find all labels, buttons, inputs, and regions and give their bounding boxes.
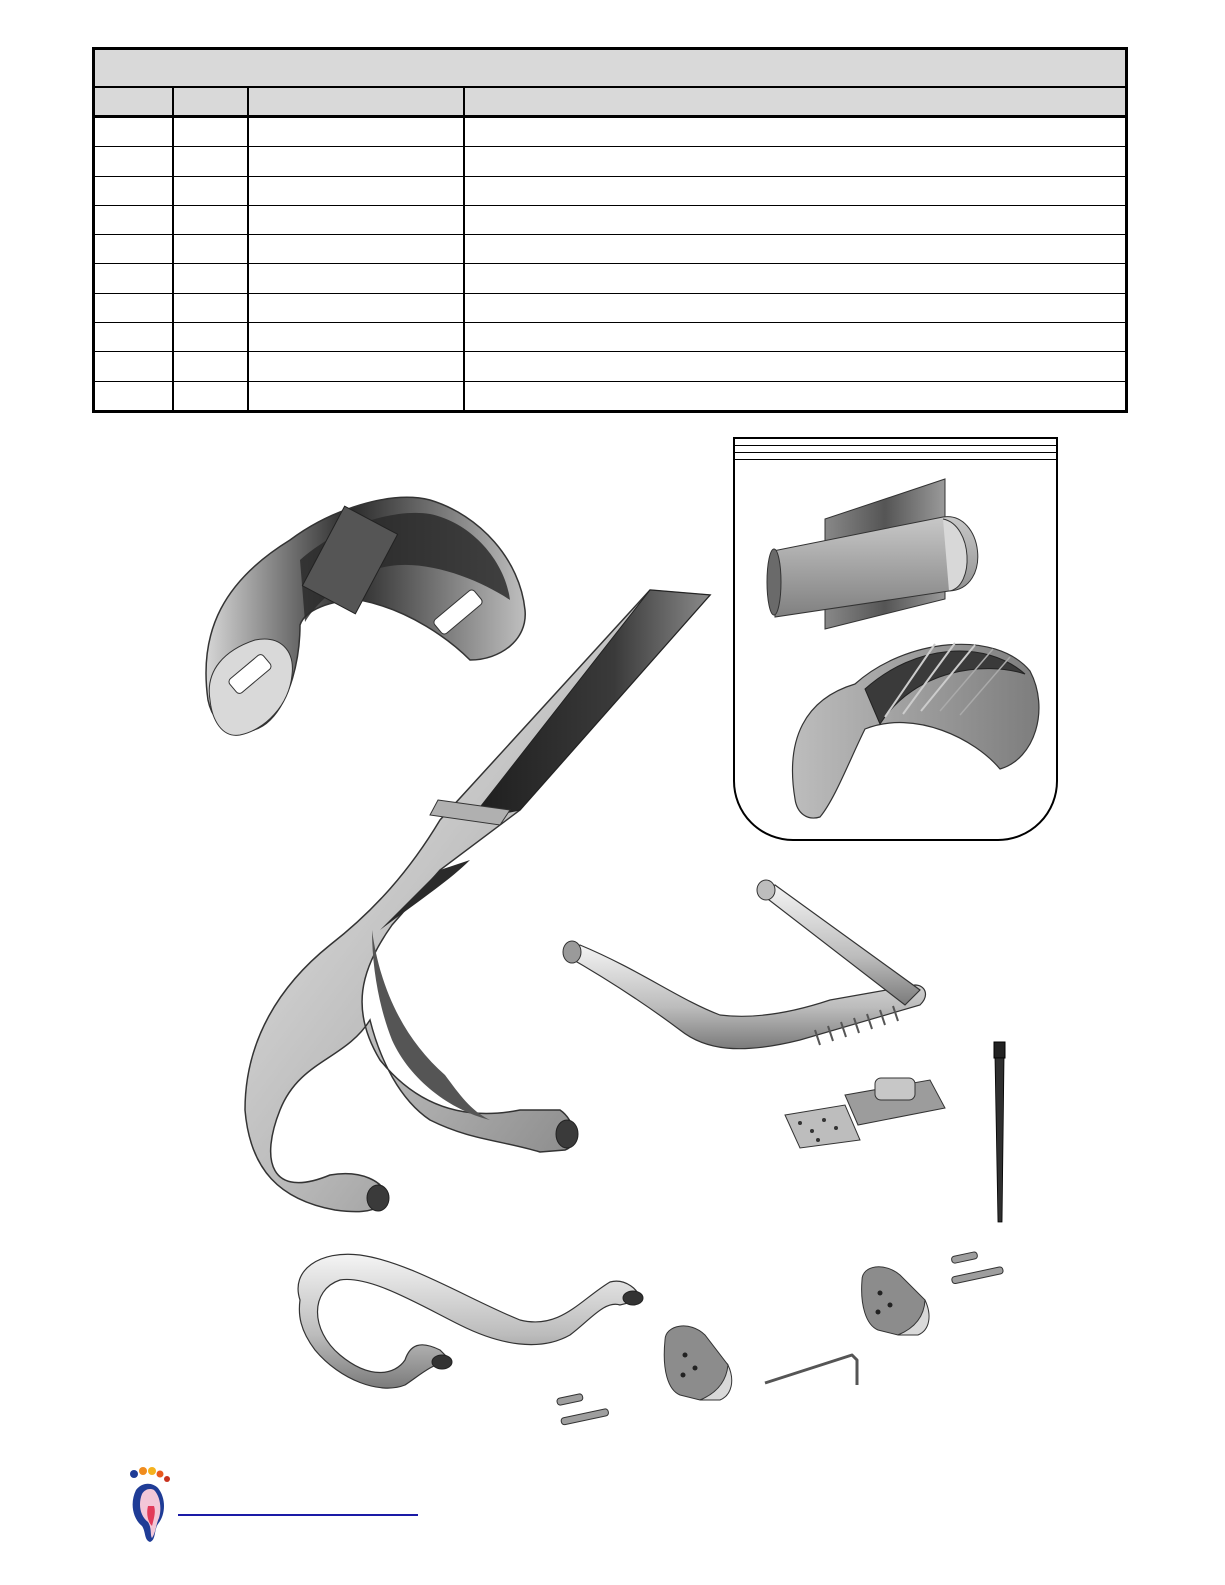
calf-cuff-pad-icon [206, 497, 525, 735]
brace-upright-icon [245, 590, 710, 1212]
cable-tie-icon [994, 1042, 1005, 1222]
stirrup-bar-icon [563, 880, 925, 1049]
wire-loop-icon [298, 1254, 643, 1388]
foot-logo-icon [126, 1466, 174, 1544]
pins-icon [556, 1247, 1003, 1425]
footer-link[interactable] [178, 1490, 418, 1516]
hinge-clip-icon [785, 1078, 945, 1148]
saddle-bracket-icon [664, 1267, 929, 1400]
hex-key-icon [765, 1355, 857, 1385]
